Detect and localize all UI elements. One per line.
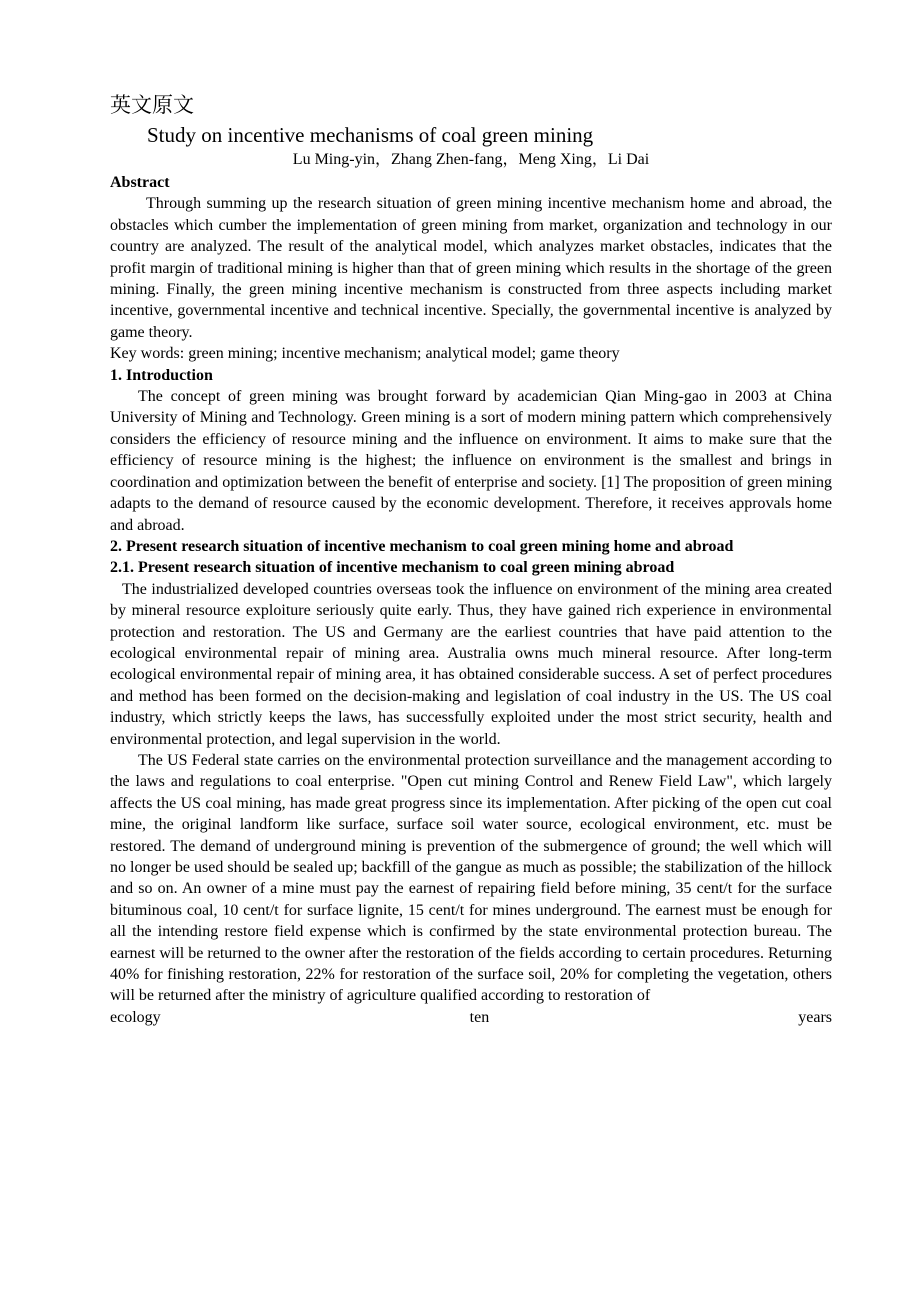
section-2-1-paragraph-1: The industrialized developed countries overseas took the influence on environment of the mining area created by mineral resource exploiture seriously quite early. Thus, they have gained rich experience in environmental protection and restoration. The US and Germany are the earliest countries that have paid attention to the ecological environmental repair of mining area. Australia owns much mineral resource. After long-term ecological environmental repair of mining area, it has obtained considerable success. A set of perfect procedures and method has been formed on the decision-making and legislation of coal industry in the US. The US coal industry, which strictly keeps the laws, has successfully exploited under the most strict security, health and environmental protection, and legal supervision in the world. [110,580,832,748]
last-line-word-2: ten [469,1008,490,1026]
section-1-heading: 1. Introduction [110,366,213,384]
section-2-heading: 2. Present research situation of incentive mechanism to coal green mining home and abroad [110,537,734,555]
last-line-word-1: ecology [110,1008,161,1026]
paper-authors: Lu Ming-yin，Zhang Zhen-fang，Meng Xing，Li Dai [292,151,650,168]
section-2-1-heading: 2.1. Present research situation of incentive mechanism to coal green mining abroad [110,559,675,577]
paragraph-last-line [110,1007,832,1028]
keywords-line: Key words: green mining; incentive mechanism; analytical model; game theory [110,345,620,363]
original-text-label: 英文原文 [110,93,194,117]
last-line-word-3: years [798,1008,832,1026]
paper-title: Study on incentive mechanisms of coal green mining [147,123,594,147]
abstract-heading: Abstract [110,174,170,191]
abstract-paragraph: Through summing up the research situation of green mining incentive mechanism home and abroad, the obstacles which cumber the implementation of green mining from market, organization and technology in our country are analyzed. The result of the analytical model, which analyzes market obstacles, indicates that the profit margin of traditional mining is higher than that of green mining which results in the shortage of the green mining. Finally, the green mining incentive mechanism is constructed from three aspects including market incentive, governmental incentive and technical incentive. Specially, the governmental incentive is analyzed by game theory. [110,195,832,341]
introduction-paragraph: The concept of green mining was brought forward by academician Qian Ming-gao in 2003 at China University of Mining and Technology. Green mining is a sort of modern mining pattern which comprehensively considers the efficiency of resource mining and the influence on environment. It aims to make sure that the efficiency of resource mining is the highest; the influence on environment is the smallest and brings in coordination and optimization between the benefit of enterprise and society. [1] The proposition of green mining adapts to the demand of resource caused by the economic development. Therefore, it receives approvals home and abroad. [110,388,832,534]
section-2-1-paragraph-2: The US Federal state carries on the environmental protection surveillance and the management according to the laws and regulations to coal enterprise. "Open cut mining Control and Renew Field Law", which largely affects the US coal mining, has made great progress since its implementation. After picking of the open cut coal mine, the original landform like surface, surface soil water source, ecological environment, etc. must be restored. The demand of underground mining is prevention of the submergence of ground; the well which will no longer be used should be sealed up; backfill of the gangue as much as possible; the stabilization of the hillock and so on. An owner of a mine must pay the earnest of repairing field before mining, 35 cent/t for the surface bituminous coal, 10 cent/t for surface lignite, 15 cent/t for mines underground. The earnest must be enough for all the intending restore field expense which is confirmed by the state environmental protection bureau. The earnest will be returned to the owner after the restoration of the fields according to certain procedures. Returning 40% for finishing restoration, 22% for restoration of the surface soil, 20% for completing the vegetation, others will be returned after the ministry of agriculture qualified according to restoration of [110,751,832,1005]
